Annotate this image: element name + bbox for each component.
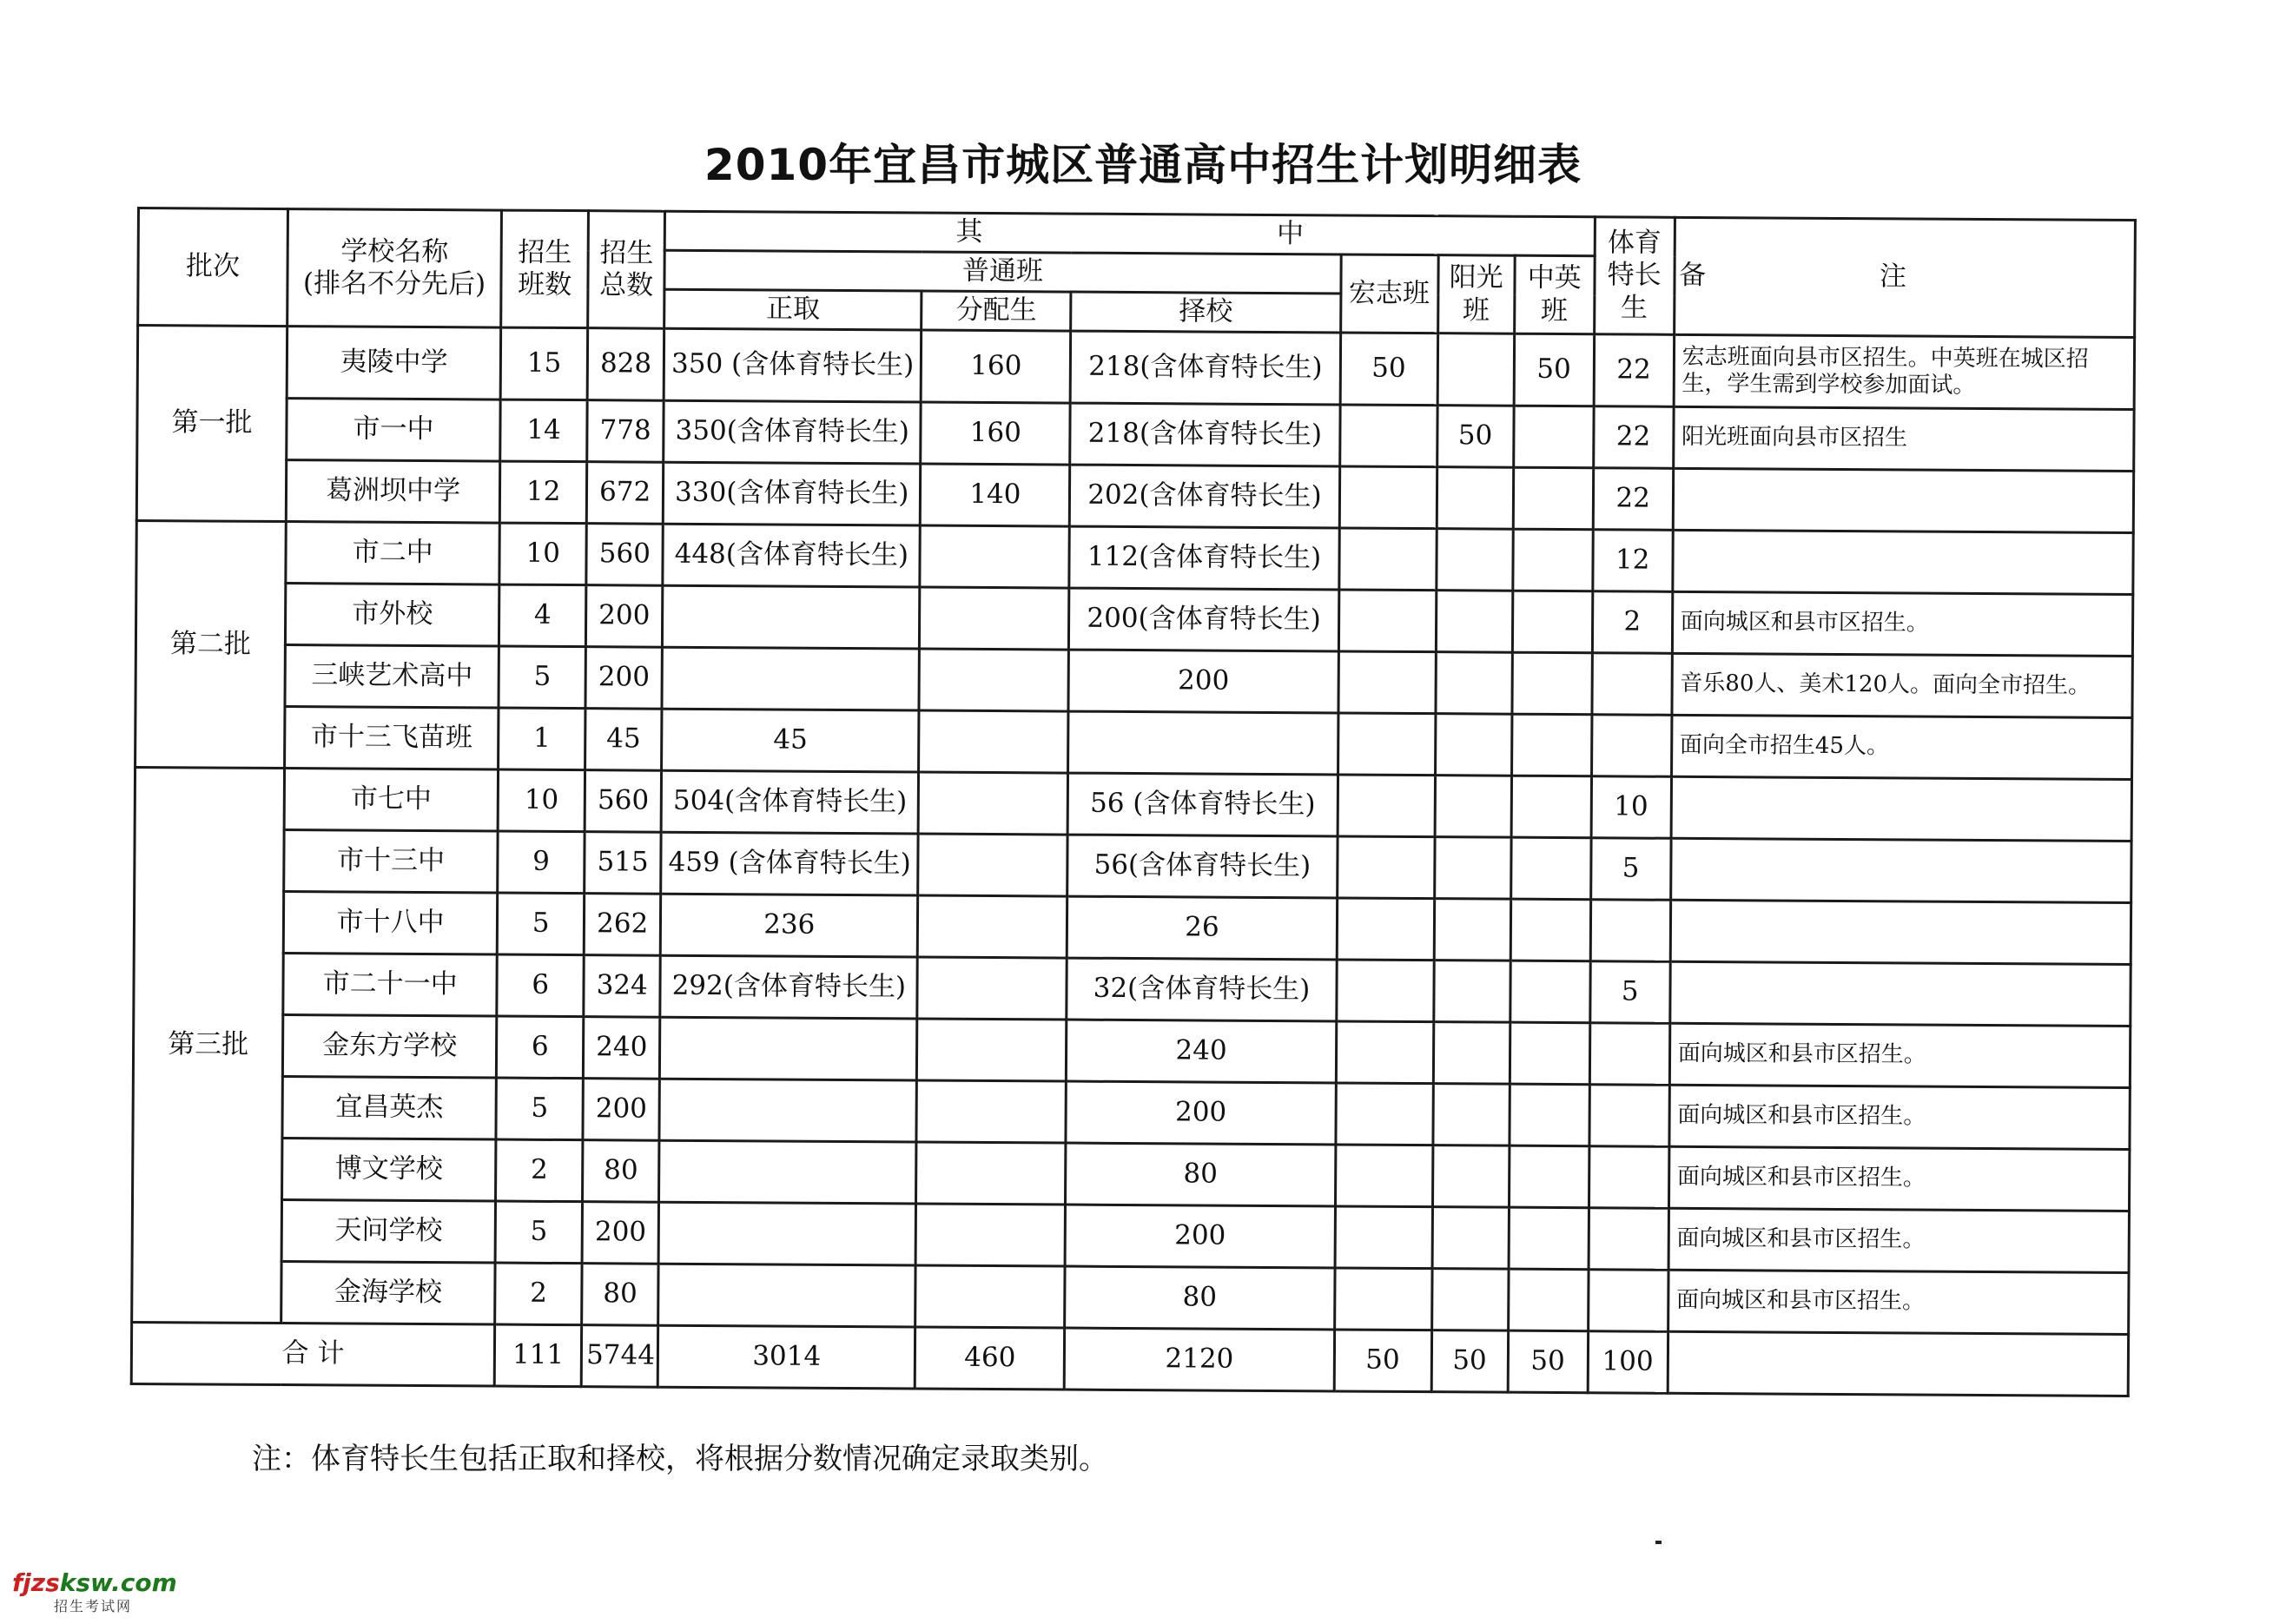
totals-hongzhi: 50 (1334, 1330, 1431, 1392)
cell-zhengqu: 350 (含体育特长生) (664, 328, 922, 402)
cell-note: 面向城区和县市区招生。 (1672, 591, 2133, 656)
totals-fenpei: 460 (915, 1327, 1065, 1390)
cell-sports (1589, 1146, 1668, 1209)
cell-sports: 10 (1591, 776, 1671, 839)
cell-hongzhi (1335, 1145, 1432, 1207)
enrollment-plan-table (130, 207, 2137, 1397)
cell-zhengqu: 350(含体育特长生) (664, 400, 922, 464)
cell-zexiao: 26 (1067, 896, 1338, 960)
cell-zexiao: 202(含体育特长生) (1070, 465, 1340, 528)
cell-school: 葛洲坝中学 (286, 460, 500, 524)
cell-school: 博文学校 (282, 1139, 497, 1202)
cell-classes: 14 (500, 399, 587, 462)
cell-note (1671, 776, 2132, 841)
cell-fenpei (917, 1019, 1067, 1081)
cell-zhengqu: 292(含体育特长生) (660, 955, 918, 1019)
cell-sports (1588, 1270, 1668, 1332)
cell-zexiao: 218(含体育特长生) (1071, 331, 1341, 405)
cell-sports: 12 (1592, 530, 1672, 592)
header-sports: 体育特长生 (1594, 217, 1675, 335)
header-fenpei: 分配生 (922, 291, 1071, 331)
header-notes-char1: 备 (1679, 260, 1707, 292)
cell-yangguang (1436, 529, 1512, 591)
cell-zhongying (1512, 591, 1592, 653)
cell-note (1670, 838, 2131, 902)
cell-zhongying (1511, 714, 1591, 776)
totals-row (131, 1322, 2128, 1396)
cell-hongzhi (1336, 1021, 1433, 1084)
cell-fenpei (918, 895, 1067, 958)
cell-classes: 12 (499, 461, 586, 524)
cell-sports (1590, 900, 1670, 962)
batch-cell: 第二批 (135, 521, 287, 769)
cell-note: 阳光班面向县市区招生 (1673, 406, 2134, 471)
cell-school: 市十三中 (284, 830, 499, 894)
cell-sports: 5 (1590, 838, 1670, 901)
cell-zhongying (1510, 1022, 1589, 1085)
table-row (137, 326, 2134, 410)
cell-zexiao: 80 (1065, 1266, 1335, 1330)
cell-yangguang: 50 (1437, 406, 1513, 468)
cell-zexiao: 240 (1067, 1020, 1337, 1083)
cell-zhengqu (662, 647, 920, 710)
cell-zhongying (1508, 1269, 1588, 1331)
cell-total: 262 (584, 894, 660, 956)
page-title: 2010年宜昌市城区普通高中招生计划明细表 (704, 140, 1582, 190)
cell-yangguang (1432, 1145, 1509, 1208)
cell-zhongying (1510, 837, 1590, 900)
cell-total: 828 (587, 328, 664, 401)
cell-total: 560 (586, 524, 663, 586)
cell-yangguang (1433, 961, 1510, 1023)
cell-note (1670, 900, 2131, 964)
cell-fenpei (916, 1142, 1066, 1205)
cell-fenpei (918, 772, 1067, 835)
cell-zhongying (1511, 776, 1591, 838)
cell-zhengqu (658, 1264, 916, 1327)
cell-hongzhi (1336, 960, 1433, 1022)
watermark-logo (12, 1568, 177, 1597)
batch-cell: 第三批 (132, 767, 285, 1323)
cell-note: 面向城区和县市区招生。 (1668, 1208, 2130, 1272)
cell-yangguang (1436, 591, 1512, 653)
totals-zexiao: 2120 (1065, 1328, 1335, 1391)
cell-zhengqu (659, 1140, 917, 1204)
cell-classes: 5 (499, 646, 585, 709)
cell-total: 80 (583, 1140, 659, 1203)
header-notes (1674, 217, 2135, 337)
cell-zhengqu: 236 (660, 894, 918, 957)
totals-total: 5744 (581, 1325, 657, 1388)
totals-zhengqu: 3014 (657, 1325, 915, 1389)
cell-yangguang (1432, 1207, 1509, 1270)
cell-zhengqu: 504(含体育特长生) (661, 770, 919, 834)
watermark-logo-prefix: fjzs (12, 1568, 60, 1597)
header-qi: 其 (955, 216, 983, 248)
cell-school: 市十三飞苗班 (285, 707, 499, 770)
cell-fenpei (920, 525, 1069, 588)
cell-note: 面向城区和县市区招生。 (1669, 1085, 2131, 1149)
header-zhengqu: 正取 (664, 289, 922, 330)
cell-classes: 15 (500, 327, 588, 400)
cell-fenpei (916, 1080, 1066, 1143)
cell-note (1672, 530, 2133, 594)
cell-zhongying (1510, 899, 1590, 961)
batch-cell: 第一批 (136, 326, 287, 522)
cell-hongzhi (1338, 775, 1435, 837)
cell-fenpei: 140 (921, 464, 1070, 526)
cell-total: 672 (586, 462, 663, 525)
cell-school: 市十八中 (283, 892, 498, 955)
cell-hongzhi: 50 (1340, 333, 1438, 406)
header-zhongying: 中英班 (1514, 255, 1595, 334)
cell-note (1673, 468, 2134, 532)
cell-sports: 22 (1594, 334, 1675, 407)
cell-zhengqu (660, 1017, 918, 1080)
cell-yangguang (1435, 776, 1511, 838)
cell-fenpei: 160 (921, 330, 1071, 403)
cell-zhongying (1512, 529, 1592, 591)
cell-zhengqu: 330(含体育特长生) (663, 462, 921, 525)
cell-zexiao (1068, 711, 1338, 775)
cell-total: 200 (586, 585, 663, 648)
cell-hongzhi (1338, 590, 1436, 652)
cell-fenpei (918, 834, 1067, 896)
header-batch: 批次 (138, 208, 288, 327)
cell-hongzhi (1335, 1206, 1432, 1269)
cell-note: 宏志班面向县市区招生。中英班在城区招生，学生需到学校参加面试。 (1674, 334, 2135, 409)
cell-zexiao: 200 (1066, 1081, 1336, 1145)
header-hongzhi: 宏志班 (1340, 254, 1438, 333)
header-yangguang: 阳光班 (1437, 255, 1515, 334)
cell-note (1669, 961, 2131, 1026)
cell-school: 金东方学校 (282, 1015, 497, 1079)
cell-zhongying (1512, 652, 1592, 715)
header-school-name-label: 学校名称 (340, 235, 449, 268)
cell-zhengqu (658, 1202, 916, 1265)
cell-note: 面向城区和县市区招生。 (1668, 1146, 2130, 1211)
cell-hongzhi (1339, 405, 1437, 467)
cell-hongzhi (1339, 466, 1437, 529)
cell-yangguang (1431, 1269, 1508, 1331)
cell-yangguang (1434, 899, 1510, 961)
cell-total: 200 (583, 1079, 659, 1141)
totals-sports: 100 (1588, 1331, 1668, 1394)
cell-hongzhi (1338, 528, 1436, 591)
cell-zexiao: 200 (1068, 650, 1338, 713)
cell-yangguang (1434, 837, 1510, 900)
cell-classes: 5 (496, 1078, 583, 1140)
cell-zexiao: 218(含体育特长生) (1070, 403, 1340, 466)
cell-zexiao: 80 (1066, 1143, 1336, 1206)
cell-zhengqu (663, 585, 921, 649)
cell-total: 200 (582, 1202, 658, 1264)
totals-zhongying: 50 (1508, 1330, 1588, 1393)
cell-school: 夷陵中学 (287, 327, 501, 400)
cell-note: 音乐80人、美术120人。面向全市招生。 (1672, 653, 2133, 717)
cell-school: 天问学校 (281, 1200, 496, 1264)
header-regular-class: 普通班 (664, 250, 1341, 294)
cell-note: 面向全市招生45人。 (1671, 715, 2132, 779)
cell-school: 市一中 (287, 399, 501, 462)
cell-sports (1591, 715, 1671, 777)
cell-total: 45 (585, 709, 662, 771)
cell-fenpei (917, 957, 1067, 1020)
cell-school: 市二十一中 (283, 954, 498, 1017)
cell-sports: 2 (1592, 591, 1672, 654)
cell-fenpei (920, 587, 1069, 650)
cell-zexiao: 200(含体育特长生) (1069, 588, 1339, 651)
cell-note: 面向城区和县市区招生。 (1669, 1023, 2131, 1087)
cell-total: 240 (584, 1017, 660, 1079)
site-watermark (12, 1568, 177, 1615)
header-total: 招生总数 (588, 211, 665, 329)
cell-zhongying (1513, 467, 1593, 530)
cell-zhongying (1510, 961, 1589, 1023)
cell-classes: 10 (498, 769, 585, 832)
cell-zhongying (1510, 1084, 1589, 1146)
cell-classes: 5 (495, 1201, 582, 1264)
cell-classes: 1 (499, 708, 585, 770)
watermark-logo-suffix: ksw.com (59, 1568, 177, 1597)
cell-note: 面向城区和县市区招生。 (1668, 1270, 2129, 1334)
cell-total: 200 (585, 647, 662, 710)
cell-zexiao: 56 (含体育特长生) (1068, 773, 1338, 836)
cell-yangguang (1437, 333, 1515, 406)
cell-hongzhi (1337, 898, 1434, 961)
header-zexiao: 择校 (1071, 292, 1340, 333)
scan-artifact (1655, 1541, 1662, 1544)
cell-total: 515 (585, 832, 661, 895)
totals-label: 合 计 (131, 1322, 495, 1386)
cell-classes: 6 (497, 1016, 584, 1079)
cell-sports (1592, 653, 1672, 716)
cell-sports: 22 (1593, 406, 1673, 469)
cell-sports: 22 (1593, 468, 1673, 531)
header-classes: 招生班数 (501, 210, 589, 328)
cell-zhengqu: 45 (662, 709, 920, 772)
header-school-name (287, 209, 502, 328)
cell-zexiao: 32(含体育特长生) (1067, 958, 1337, 1021)
cell-zhengqu: 459 (含体育特长生) (661, 832, 919, 895)
header-row-1 (138, 208, 2135, 260)
cell-fenpei (919, 710, 1068, 773)
cell-sports: 5 (1589, 961, 1669, 1024)
cell-fenpei (915, 1265, 1065, 1328)
cell-school: 市七中 (284, 769, 499, 832)
totals-note (1668, 1331, 2129, 1396)
cell-yangguang (1433, 1022, 1510, 1085)
cell-classes: 4 (499, 584, 586, 647)
cell-fenpei (919, 649, 1068, 711)
cell-zhongying (1513, 406, 1593, 468)
cell-school: 市二中 (286, 522, 500, 585)
cell-zhongying: 50 (1514, 333, 1595, 406)
cell-hongzhi (1338, 651, 1435, 714)
cell-zhongying (1509, 1145, 1589, 1208)
cell-school: 三峡艺术高中 (285, 645, 499, 709)
footnote: 注：体育特长生包括正取和择校，将根据分数情况确定录取类别。 (252, 1442, 1108, 1476)
cell-hongzhi (1334, 1268, 1431, 1330)
header-school-name-sub: (排名不分先后) (302, 267, 486, 300)
cell-zexiao: 112(含体育特长生) (1069, 526, 1339, 590)
cell-fenpei: 160 (921, 402, 1070, 465)
cell-classes: 5 (497, 893, 584, 955)
cell-zhongying (1509, 1207, 1589, 1270)
cell-hongzhi (1337, 836, 1434, 899)
cell-yangguang (1436, 652, 1512, 715)
cell-classes: 10 (499, 523, 586, 585)
cell-yangguang (1435, 714, 1511, 776)
cell-yangguang (1437, 467, 1513, 530)
cell-yangguang (1433, 1084, 1510, 1146)
totals-classes: 111 (494, 1324, 581, 1387)
cell-total: 560 (585, 770, 661, 833)
cell-sports (1589, 1085, 1669, 1147)
cell-zexiao: 200 (1065, 1205, 1335, 1268)
cell-fenpei (915, 1204, 1065, 1266)
cell-classes: 6 (497, 954, 584, 1017)
cell-total: 778 (587, 400, 664, 463)
cell-classes: 9 (498, 831, 585, 894)
cell-zhengqu (659, 1079, 917, 1142)
cell-total: 80 (582, 1264, 658, 1326)
cell-zhengqu: 448(含体育特长生) (663, 524, 921, 587)
cell-hongzhi (1338, 713, 1435, 776)
cell-sports (1589, 1023, 1669, 1086)
cell-school: 市外校 (285, 584, 499, 647)
watermark-subtitle: 招生考试网 (54, 1598, 133, 1614)
header-notes-char2: 注 (1879, 261, 1907, 293)
cell-zexiao: 56(含体育特长生) (1067, 835, 1338, 898)
cell-classes: 2 (495, 1263, 582, 1325)
totals-yangguang: 50 (1431, 1330, 1508, 1393)
cell-school: 金海学校 (281, 1262, 496, 1325)
header-qi-zhong (664, 211, 1595, 256)
header-zhong: 中 (1276, 218, 1305, 250)
cell-school: 宜昌英杰 (282, 1077, 497, 1140)
cell-total: 324 (584, 955, 660, 1018)
cell-hongzhi (1335, 1083, 1432, 1145)
cell-sports (1589, 1208, 1668, 1271)
cell-classes: 2 (496, 1139, 583, 1202)
